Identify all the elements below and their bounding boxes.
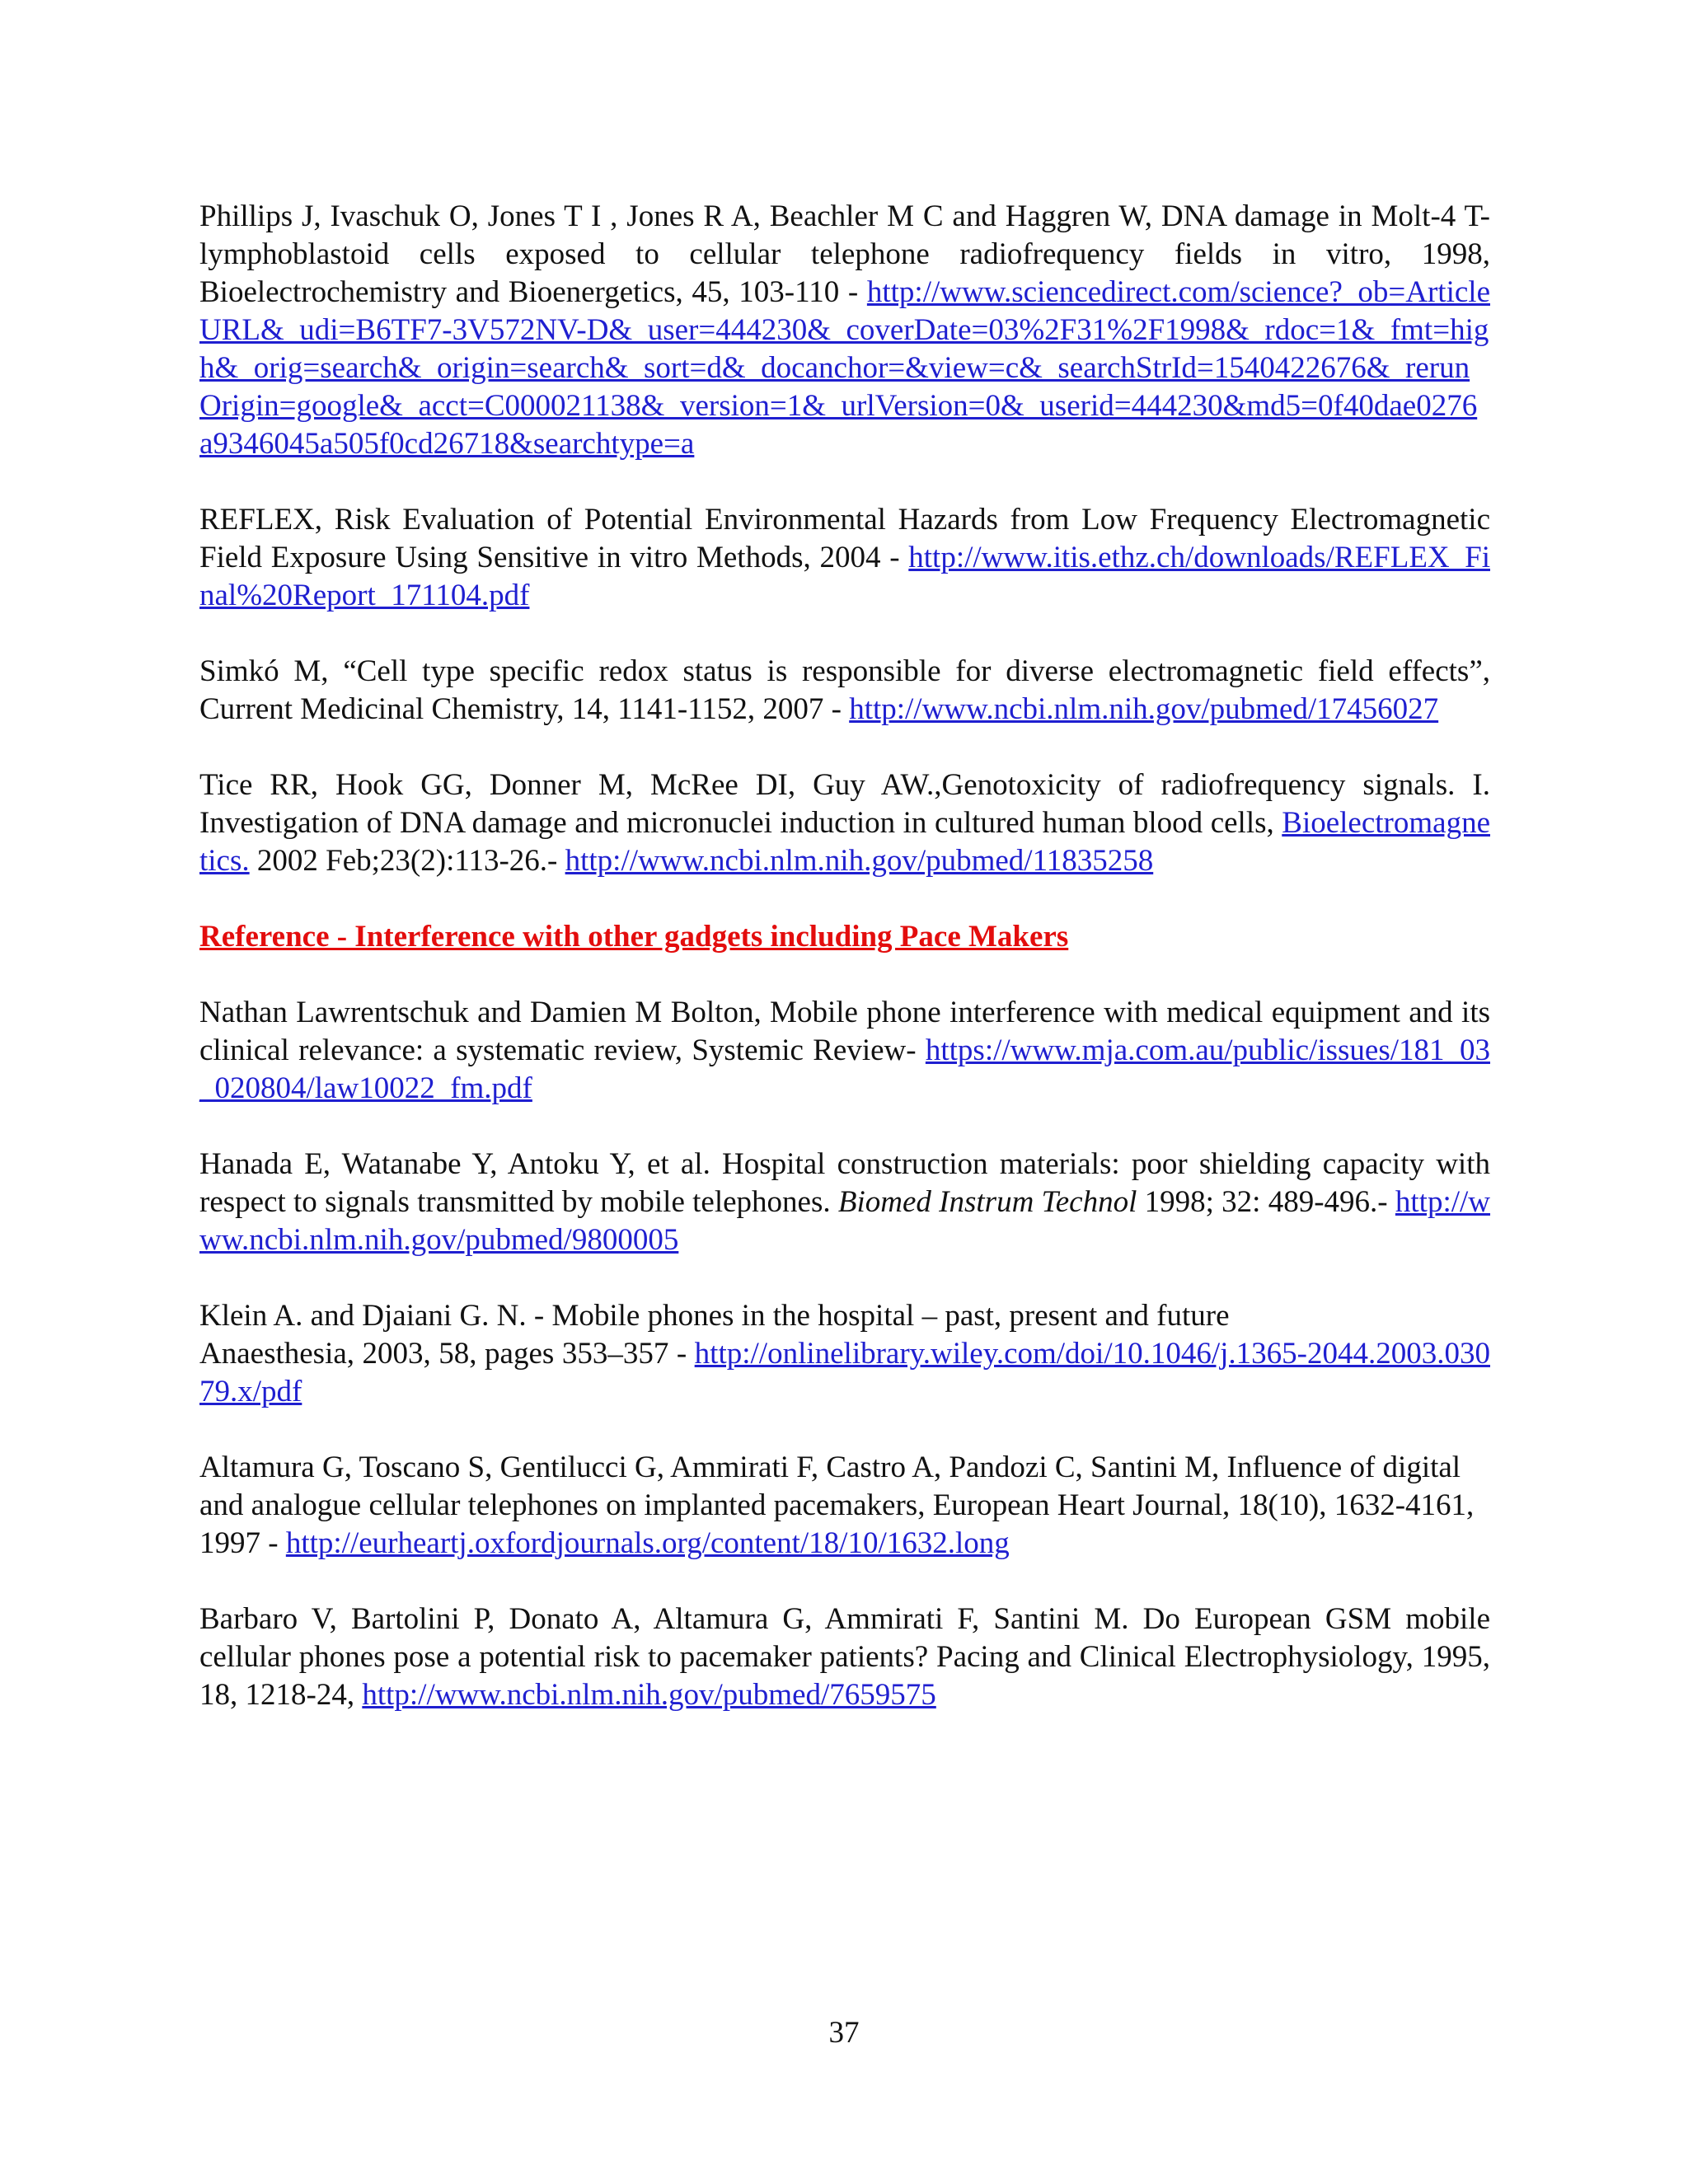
reference-klein-line1: Klein A. and Djaiani G. N. - Mobile phones in the hospital – past, present and future: [199, 1299, 1230, 1333]
reference-text: 2002 Feb;23(2):113-26.-: [249, 844, 565, 878]
document-body: [199, 198, 1490, 1714]
reference-link[interactable]: http://onlinelibrary.wiley.com/doi/10.1046/j.1365-2044.2003.03079.x/pdf: [199, 1337, 1490, 1408]
reference-text: Nathan Lawrentschuk and Damien M Bolton, Mobile phone interference with medical equipment and its clinical relevance: a systematic review, Systemic Review-: [199, 996, 1490, 1067]
reference-altamura: [199, 1449, 1490, 1563]
reference-link[interactable]: http://www.ncbi.nlm.nih.gov/pubmed/11835258: [565, 844, 1154, 878]
reference-text: Phillips J, Ivaschuk O, Jones T I , Jones R A, Beachler M C and Haggren W, DNA damage in Molt-4 T-lymphoblastoid cells exposed to cellular telephone radiofrequency fields in vitro, 1998, Bioelectrochemistry and Bioenergetics, 45, 103-110 -: [199, 199, 1490, 309]
reference-link[interactable]: http://www.ncbi.nlm.nih.gov/pubmed/7659575: [362, 1678, 936, 1712]
reference-hanada: [199, 1146, 1490, 1259]
reference-link[interactable]: http://eurheartj.oxfordjournals.org/content/18/10/1632.long: [285, 1526, 1010, 1560]
section-heading: Reference - Interference with other gadgets including Pace Makers: [199, 920, 1069, 954]
reference-text: Tice RR, Hook GG, Donner M, McRee DI, Guy AW.,Genotoxicity of radiofrequency signals. I. Investigation of DNA damage and micronuclei induction in cultured human blood cells,: [199, 768, 1490, 840]
reference-text: Anaesthesia, 2003, 58, pages 353–357 -: [199, 1337, 695, 1371]
reference-link[interactable]: http://www.sciencedirect.com/science?_ob=ArticleURL&_udi=B6TF7-3V572NV-D&_user=444230&_coverDate=03%2F31%2F1998&_rdoc=1&_fmt=high&_orig=search&_origin=search&_sort=d&_docanchor=&view=c&_searchStrId=1540422676&_rerunOrigin=google&_acct=C000021138&_version=1&_urlVersion=0&_userid=444230&md5=0f40dae0276a9346045a505f0cd26718&searchtype=a: [199, 275, 1490, 461]
page-number: 37: [828, 2016, 860, 2050]
reference-link[interactable]: http://www.itis.ethz.ch/downloads/REFLEX_Final%20Report_171104.pdf: [199, 541, 1490, 612]
reference-text: Barbaro V, Bartolini P, Donato A, Altamura G, Ammirati F, Santini M. Do European GSM mobile cellular phones pose a potential risk to pacemaker patients? Pacing and Clinical Electrophysiology, 1995, 18, 1218-24,: [199, 1602, 1490, 1712]
reference-simko: [199, 653, 1490, 729]
reference-text: 1998; 32: 489-496.-: [1137, 1185, 1395, 1219]
reference-link[interactable]: http://www.ncbi.nlm.nih.gov/pubmed/9800005: [199, 1185, 1491, 1257]
reference-text: Simkó M, “Cell type specific redox status is responsible for diverse electromagnetic field effects”, Current Medicinal Chemistry, 14, 1141-1152, 2007 -: [199, 654, 1490, 726]
reference-reflex: [199, 501, 1490, 615]
reference-link[interactable]: http://www.ncbi.nlm.nih.gov/pubmed/17456027: [849, 692, 1439, 726]
journal-title: Biomed Instrum Technol: [837, 1185, 1137, 1219]
reference-text: Hanada E, Watanabe Y, Antoku Y, et al. Hospital construction materials: poor shielding capacity with respect to signals transmitted by mobile telephones.: [199, 1147, 1490, 1219]
reference-lawrentschuk: [199, 994, 1490, 1108]
reference-barbaro: [199, 1601, 1490, 1714]
reference-klein: [199, 1335, 1490, 1411]
reference-text: REFLEX, Risk Evaluation of Potential Environmental Hazards from Low Frequency Electromagnetic Field Exposure Using Sensitive in vitro Methods, 2004 -: [199, 503, 1490, 574]
reference-phillips: [199, 198, 1490, 463]
reference-text: Altamura G, Toscano S, Gentilucci G, Ammirati F, Castro A, Pandozi C, Santini M, Influence of digital and analogue cellular telephones on implanted pacemakers, European Heart Journal, 18(10), 1632-4161, 1997 -: [199, 1451, 1475, 1560]
reference-link[interactable]: https://www.mja.com.au/public/issues/181_03_020804/law10022_fm.pdf: [199, 1033, 1490, 1105]
reference-tice: [199, 766, 1490, 880]
journal-link[interactable]: Bioelectromagnetics.: [199, 806, 1490, 878]
